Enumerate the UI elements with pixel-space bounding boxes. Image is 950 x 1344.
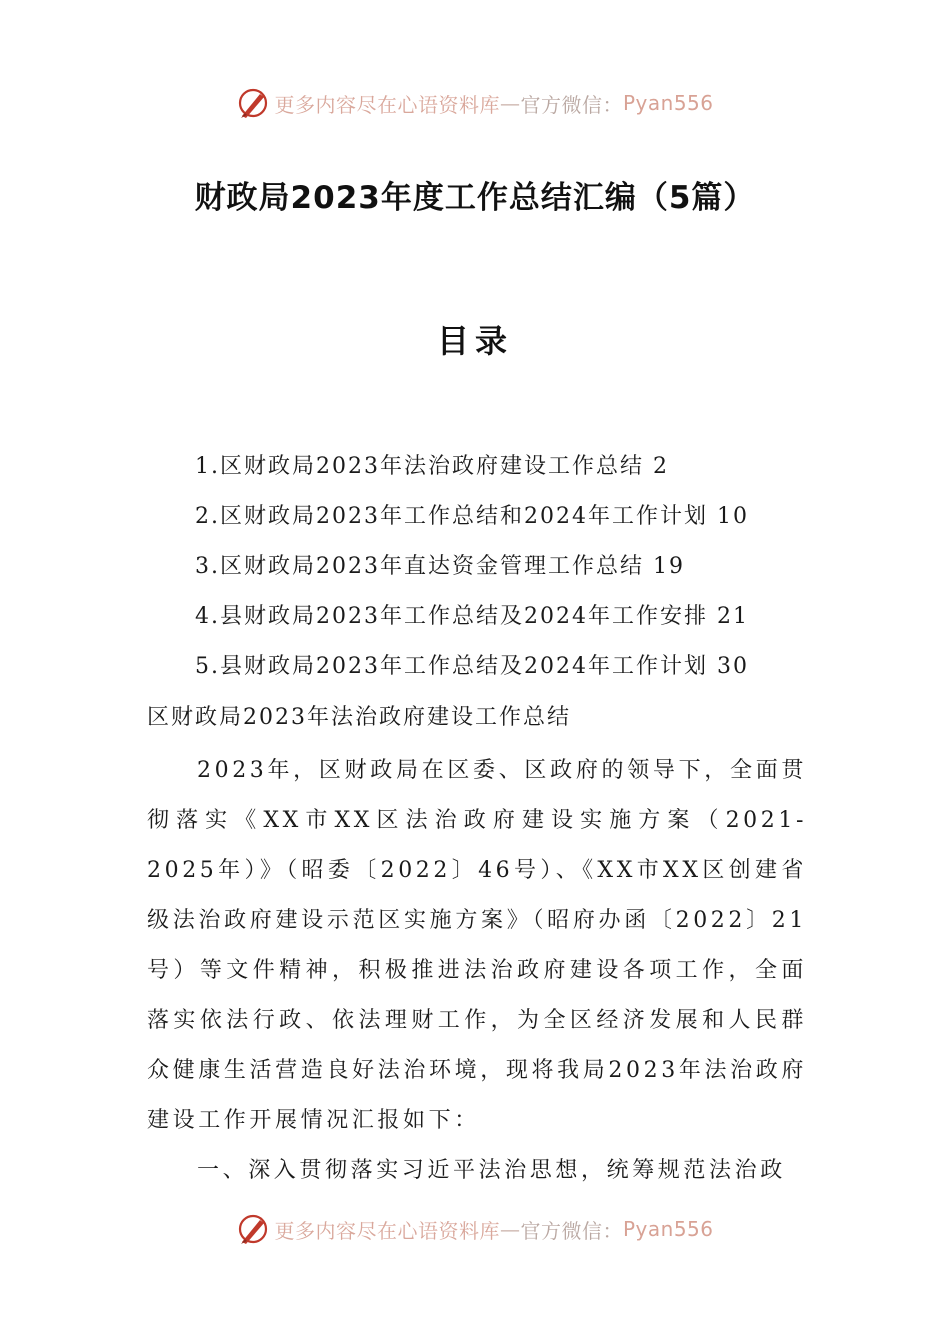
footer-wechat-id: Pyan556 bbox=[622, 1217, 714, 1241]
footer-banner-dash: — bbox=[499, 1217, 521, 1241]
section-title: 区财政局2023年法治政府建设工作总结 bbox=[147, 705, 571, 730]
toc-item[interactable]: 2.区财政局2023年工作总结和2024年工作计划 10 bbox=[195, 504, 749, 529]
header-banner-dash: — bbox=[499, 91, 521, 115]
toc-item[interactable]: 1.区财政局2023年法治政府建设工作总结 2 bbox=[195, 454, 669, 479]
pen-on-circle-logo-icon bbox=[236, 86, 270, 120]
pen-on-circle-logo-icon bbox=[236, 1212, 270, 1246]
footer-wechat-label: 官方微信： bbox=[520, 1218, 623, 1243]
header-wechat-label: 官方微信： bbox=[520, 92, 623, 117]
toc-item[interactable]: 4.县财政局2023年工作总结及2024年工作安排 21 bbox=[195, 604, 749, 629]
header-watermark-banner bbox=[0, 83, 950, 123]
toc-item[interactable]: 5.县财政局2023年工作总结及2024年工作计划 30 bbox=[195, 654, 749, 679]
body-heading-1: 一、深入贯彻落实习近平法治思想，统筹规范法治政 bbox=[197, 1158, 786, 1183]
body-paragraph: 2023年，区财政局在区委、区政府的领导下，全面贯彻落实《XX市XX区法治政府建设实施方案（2021-2025年）》（昭委〔2022〕46号）、《XX市XX区创建省级法治政府建设示范区实施方案》（昭府办函〔2022〕21号）等文件精神，积极推进法治政府建设各项工作，全面落实依法行政、依法理财工作，为全区经济发展和人民群众健康生活营造良好法治环境，现将我局2023年法治政府建设工作开展情况汇报如下： bbox=[147, 758, 807, 1133]
document-title: 财政局2023年度工作总结汇编（5篇） bbox=[194, 180, 756, 216]
toc-heading: 目录 bbox=[436, 322, 513, 360]
header-wechat-id: Pyan556 bbox=[622, 91, 714, 115]
header-banner-text: 更多内容尽在心语资料库 bbox=[274, 92, 500, 117]
footer-banner-text: 更多内容尽在心语资料库 bbox=[274, 1218, 500, 1243]
footer-watermark-banner bbox=[0, 1209, 950, 1249]
toc-item[interactable]: 3.区财政局2023年直达资金管理工作总结 19 bbox=[195, 554, 685, 579]
table-of-contents bbox=[195, 448, 749, 698]
